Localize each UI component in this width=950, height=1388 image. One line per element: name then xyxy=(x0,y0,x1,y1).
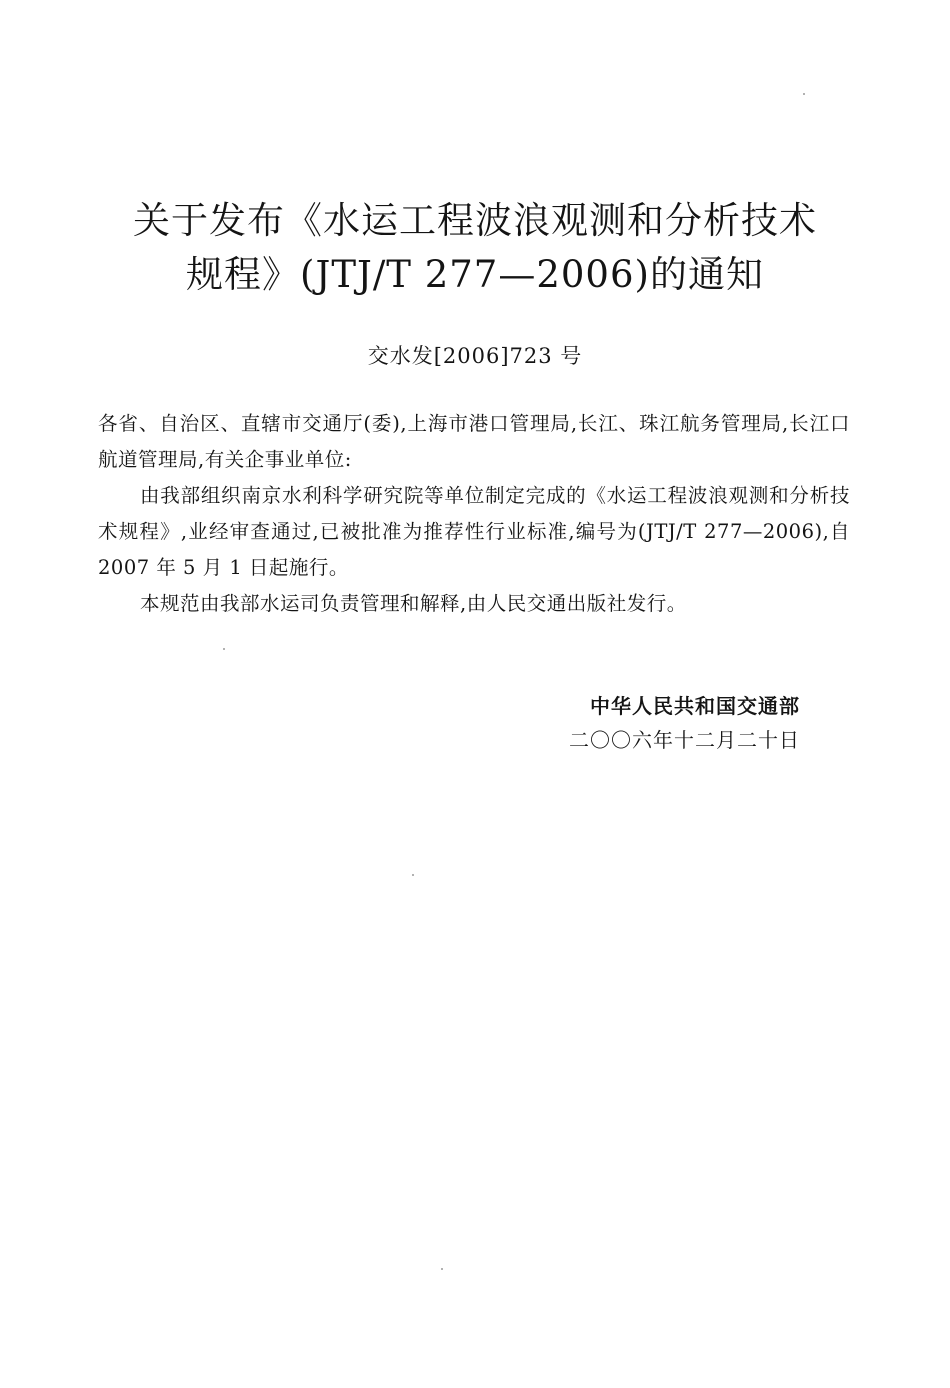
notice-title-line1: 关于发布《水运工程波浪观测和分析技术 xyxy=(133,199,817,242)
scan-speck xyxy=(223,648,225,650)
issue-date: 二〇〇六年十二月二十日 xyxy=(569,728,800,752)
body-paragraph-1: 由我部组织南京水利科学研究院等单位制定完成的《水运工程波浪观测和分析技术规程》,业经审查通过,已被批准为推荐性行业标准,编号为(JTJ/T 277—2006),自 2007 年 5 月 1 日起施行。 xyxy=(98,484,850,579)
body-paragraph-2: 本规范由我部水运司负责管理和解释,由人民交通出版社发行。 xyxy=(140,592,687,615)
scan-speck xyxy=(412,874,414,876)
addressee-paragraph: 各省、自治区、直辖市交通厅(委),上海市港口管理局,长江、珠江航务管理局,长江口航道管理局,有关企事业单位: xyxy=(98,412,850,471)
notice-title-line2: 规程》(JTJ/T 277—2006)的通知 xyxy=(186,253,764,296)
document-number: 交水发[2006]723 号 xyxy=(367,344,583,368)
scan-speck xyxy=(441,1268,443,1270)
signer-organization: 中华人民共和国交通部 xyxy=(590,694,800,718)
scan-speck xyxy=(803,93,805,95)
